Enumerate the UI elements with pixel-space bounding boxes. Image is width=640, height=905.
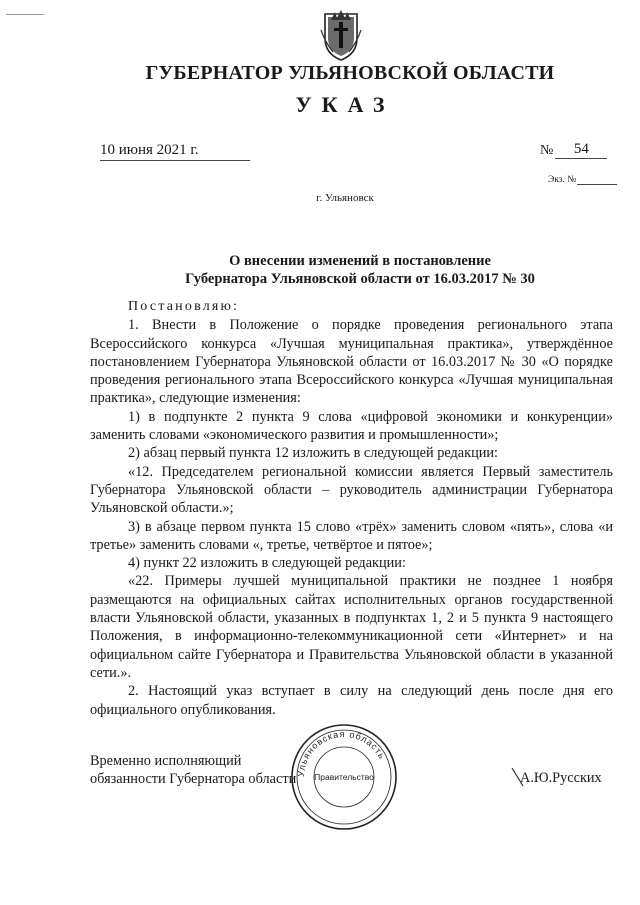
decree-date: 10 июня 2021 г. bbox=[100, 142, 250, 161]
body-paragraph: 1) в подпункте 2 пункта 9 слова «цифровой экономики и конкуренции» заменить словами «экономического развития и промышленности»; bbox=[90, 408, 613, 444]
signer-position-line: обязанности Губернатора области bbox=[90, 771, 297, 788]
decree-subject bbox=[170, 252, 550, 288]
number-label: № bbox=[540, 143, 554, 158]
body-paragraph: 2) абзац первый пункта 12 изложить в следующей редакции: bbox=[128, 445, 499, 462]
decree-body bbox=[90, 298, 613, 719]
body-paragraph: «12. Председателем региональной комиссии является Первый заместитель Губернатора Ульяновской области – руководитель администрации Губернатора Ульяновской области.»; bbox=[90, 463, 613, 517]
stamp-center-text: Правительство bbox=[314, 772, 374, 782]
stamp-ring-text: Ульяновская область bbox=[295, 728, 388, 778]
city: г. Ульяновск bbox=[316, 192, 374, 204]
body-paragraph: «22. Примеры лучшей муниципальной практики не позднее 1 ноября размещаются на официальных сайтах исполнительных органов государственной власти Ульяновской области, указанных в подпунктах 1, 2 и 5 пункта 9 настоящего Положения, в информационно-телекоммуникационной сети «Интернет» и на официальном сайте Губернатора и Правительства Ульяновской области в указанной сети.». bbox=[90, 573, 613, 681]
coat-of-arms-icon bbox=[319, 8, 363, 62]
copy-label: Экз. № bbox=[548, 175, 577, 185]
body-paragraph: 2. Настоящий указ вступает в силу на следующий день после дня его официального опубликования. bbox=[90, 683, 613, 718]
svg-text:Ульяновская область bbox=[296, 729, 387, 777]
copy-number bbox=[548, 174, 617, 185]
issuer-title: ГУБЕРНАТОР УЛЬЯНОВСКОЙ ОБЛАСТИ bbox=[145, 62, 555, 84]
body-paragraph: Постановляю: bbox=[128, 299, 240, 314]
decree-number bbox=[540, 141, 607, 159]
copy-blank-line bbox=[577, 174, 617, 185]
official-stamp bbox=[289, 722, 399, 832]
number-value: 54 bbox=[555, 141, 607, 159]
scan-corner-mark bbox=[6, 14, 44, 15]
subject-line: Губернатора Ульяновской области от 16.03.2017 № 30 bbox=[185, 271, 535, 287]
body-paragraph: 1. Внести в Положение о порядке проведения регионального этапа Всероссийского конкурса «Лучшая муниципальная практика», утверждённое постановлением Губернатора Ульяновской области от 16.03.2017 № 30 «О порядке проведения регионального этапа Всероссийского конкурса «Лучшая муниципальная практика», следующие изменения: bbox=[90, 317, 613, 407]
body-paragraph: 4) пункт 22 изложить в следующей редакции: bbox=[128, 555, 406, 572]
document-type: УКАЗ bbox=[295, 92, 395, 117]
signer-position-line: Временно исполняющий bbox=[90, 753, 242, 769]
body-paragraph: 3) в абзаце первом пункта 15 слово «трёх» заменить словом «пять», слова «и третье» заменить словами «, третье, четвёртое и пятое»; bbox=[90, 518, 613, 553]
signer-name: А.Ю.Русских bbox=[520, 770, 602, 786]
subject-line: О внесении изменений в постановление bbox=[229, 253, 491, 269]
signer-position bbox=[90, 752, 296, 789]
